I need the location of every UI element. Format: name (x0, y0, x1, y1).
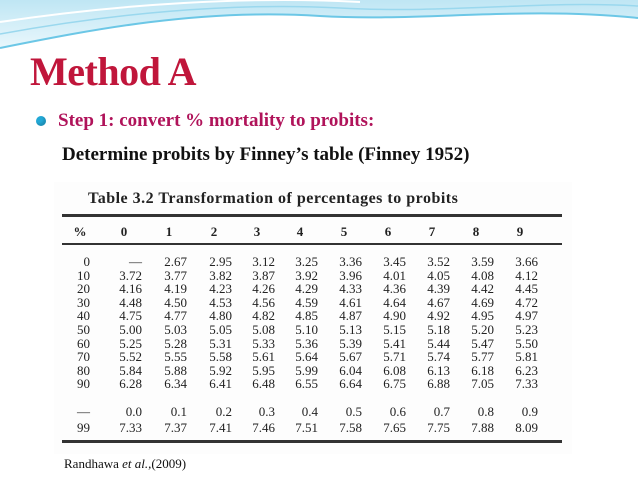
table-cell: 7.65 (383, 420, 406, 435)
table-cell: 20 (77, 281, 90, 297)
table-cell: 4.16 (119, 281, 142, 297)
table-cell: 5.71 (383, 349, 406, 365)
table-cell: 4.42 (471, 281, 494, 297)
table-cell: 4.85 (295, 308, 318, 324)
table-subheader-cell: 0.9 (521, 404, 538, 419)
table-cell: 4.72 (515, 294, 538, 310)
table-cell: 4.48 (119, 294, 142, 310)
table-cell: 4.12 (515, 267, 538, 283)
table-cell: 4.26 (252, 281, 275, 297)
table-cell: 30 (77, 294, 90, 310)
table-cell: 5.61 (252, 349, 275, 365)
table-cell: 5.13 (339, 322, 362, 337)
table-cell: 4.39 (427, 281, 450, 297)
table-cell: 7.33 (515, 376, 538, 392)
table-cell: 5.88 (164, 362, 187, 378)
citation-year: (2009) (151, 456, 187, 471)
table-cell: 3.77 (164, 267, 187, 283)
table-cell: 6.64 (339, 376, 362, 392)
table-cell: 5.41 (383, 335, 406, 351)
table-cell: 5.05 (209, 322, 232, 337)
table-header-cell: 1 (165, 224, 173, 239)
table-cell: 3.92 (295, 267, 318, 283)
table-cell: 4.01 (383, 267, 406, 283)
table-subheader-cell: 0.5 (345, 404, 362, 419)
table-cell: 7.46 (252, 420, 275, 435)
table-subheader-cell: 0.1 (170, 404, 187, 419)
table-cell: 90 (77, 376, 90, 392)
table-cell: 5.95 (252, 362, 275, 378)
table-cell: 4.56 (252, 294, 275, 310)
table-cell: — (129, 254, 142, 269)
table-cell: 5.25 (119, 335, 142, 351)
table-cell: 6.13 (427, 362, 450, 378)
table-cell: 3.45 (383, 254, 406, 269)
table-cell: 4.97 (515, 308, 538, 324)
table-cell: 5.44 (427, 335, 450, 351)
citation-author: Randhawa (64, 456, 119, 471)
table-cell: 4.08 (471, 267, 494, 283)
table-cell: 7.88 (471, 420, 494, 435)
table-cell: 3.25 (295, 254, 318, 269)
table-cell: 7.41 (209, 420, 232, 435)
table-cell: 5.08 (252, 322, 275, 337)
table-cell: 5.00 (119, 322, 142, 337)
table-cell: 80 (77, 362, 90, 378)
table-header-cell: 8 (472, 224, 480, 239)
slide-title: Method A (30, 49, 196, 94)
table-cell: 5.52 (119, 349, 142, 365)
table-cell: 5.74 (427, 349, 450, 365)
table-header-cell: 0 (120, 224, 128, 239)
table-cell: 4.95 (471, 308, 494, 324)
table-cell: 5.15 (383, 322, 406, 337)
table-cell: 8.09 (515, 420, 538, 435)
table-cell: 7.33 (119, 420, 142, 435)
table-cell: 4.67 (427, 294, 450, 310)
table-cell: 10 (77, 267, 90, 283)
table-cell: 3.36 (339, 254, 362, 269)
table-header-cell: 6 (384, 224, 392, 239)
table-cell: 4.59 (295, 294, 318, 310)
table-cell: 4.19 (164, 281, 187, 297)
table-cell: 6.23 (515, 362, 538, 378)
table-cell: 70 (77, 349, 90, 365)
table-cell: 4.80 (209, 308, 232, 324)
table-caption: Table 3.2 Transformation of percentages to probits (88, 190, 459, 207)
table-cell: 2.67 (164, 254, 187, 269)
table-header-cell: 3 (253, 224, 261, 239)
table-header-cell: 5 (340, 224, 348, 239)
table-cell: 3.87 (252, 267, 275, 283)
table-cell: 5.18 (427, 322, 450, 337)
table-subheader-cell: 0.7 (433, 404, 450, 419)
probit-table-image (54, 182, 572, 454)
table-subheader-cell: 0.2 (215, 404, 232, 419)
table-cell: 5.92 (209, 362, 232, 378)
table-subheader-cell: 0.0 (125, 404, 142, 419)
table-cell: 4.36 (383, 281, 406, 297)
table-cell: 50 (77, 322, 90, 337)
table-cell: 6.48 (252, 376, 275, 392)
table-cell: 4.75 (119, 308, 142, 324)
table-cell: 4.33 (339, 281, 362, 297)
table-cell: 4.69 (471, 294, 494, 310)
citation-etal: et al., (122, 456, 152, 471)
bullet-icon (36, 116, 46, 126)
table-cell: 7.51 (295, 420, 318, 435)
table-cell: 5.20 (471, 322, 494, 337)
table-cell: 4.87 (339, 308, 362, 324)
table-header-cell: 4 (296, 224, 304, 239)
table-cell: 3.66 (515, 254, 538, 269)
table-cell: 5.50 (515, 335, 538, 351)
table-cell: 6.04 (339, 362, 362, 378)
table-cell: 4.64 (383, 294, 406, 310)
table-cell: 99 (77, 420, 90, 435)
table-cell: 4.77 (164, 308, 187, 324)
table-rule-header (62, 243, 562, 245)
table-cell: 3.72 (119, 267, 142, 283)
table-cell: 5.47 (471, 335, 494, 351)
table-cell: 4.82 (252, 308, 275, 324)
table-cell: 6.41 (209, 376, 232, 392)
table-rule-bottom (62, 440, 562, 443)
table-cell: 4.90 (383, 308, 406, 324)
table-cell: 3.82 (209, 267, 232, 283)
table-cell: 5.39 (339, 335, 362, 351)
table-cell: 7.75 (427, 420, 450, 435)
table-cell: 6.75 (383, 376, 406, 392)
table-cell: 5.23 (515, 322, 538, 337)
table-cell: 40 (77, 308, 90, 324)
table-cell: 6.55 (295, 376, 318, 392)
table-cell: 5.36 (295, 335, 318, 351)
table-cell: 5.33 (252, 335, 275, 351)
table-cell: 5.03 (164, 322, 187, 337)
bullet-text: Step 1: convert % mortality to probits: (58, 110, 375, 131)
table-cell: 6.08 (383, 362, 406, 378)
subtext: Determine probits by Finney’s table (Finney 1952) (62, 144, 470, 165)
table-cell: 5.10 (295, 322, 318, 337)
table-cell: 5.67 (339, 349, 362, 365)
table-cell: 5.84 (119, 362, 142, 378)
table-cell: 5.55 (164, 349, 187, 365)
table-cell: 6.28 (119, 376, 142, 392)
table-subheader-cell: 0.8 (477, 404, 494, 419)
table-cell: 0 (83, 254, 90, 269)
table-cell: 4.53 (209, 294, 232, 310)
table-rule-top (62, 214, 562, 217)
table-cell: 3.52 (427, 254, 450, 269)
table-header-cell: 7 (428, 224, 436, 239)
table-cell: 4.50 (164, 294, 187, 310)
table-cell: 4.05 (427, 267, 450, 283)
table-cell: 4.29 (295, 281, 318, 297)
table-cell: 3.96 (339, 267, 362, 283)
table-cell: 7.37 (164, 420, 187, 435)
citation (64, 456, 186, 472)
table-cell: 4.92 (427, 308, 450, 324)
table-header-cell: 2 (210, 224, 218, 239)
table-cell: 5.58 (209, 349, 232, 365)
table-cell: 7.58 (339, 420, 362, 435)
table-cell: 60 (77, 335, 90, 351)
table-cell: 6.34 (164, 376, 187, 392)
table-cell: 4.23 (209, 281, 232, 297)
table-header-cell: 9 (516, 224, 524, 239)
table-cell: 5.31 (209, 335, 232, 351)
table-cell: 6.18 (471, 362, 494, 378)
table-cell: 4.45 (515, 281, 538, 297)
bullet-item (36, 110, 374, 132)
table-subheader-cell: 0.4 (301, 404, 318, 419)
table-cell: 2.95 (209, 254, 232, 269)
table-cell: 5.81 (515, 349, 538, 365)
table-subheader-cell: 0.3 (258, 404, 275, 419)
table-subheader-cell: — (77, 404, 90, 419)
table-cell: 5.77 (471, 349, 494, 365)
table-cell: 5.28 (164, 335, 187, 351)
table-header-cell: % (73, 224, 87, 239)
table-cell: 5.99 (295, 362, 318, 378)
table-cell: 4.61 (339, 294, 362, 310)
table-cell: 5.64 (295, 349, 318, 365)
table-cell: 3.12 (252, 254, 275, 269)
table-cell: 7.05 (471, 376, 494, 392)
table-cell: 6.88 (427, 376, 450, 392)
table-subheader-cell: 0.6 (389, 404, 406, 419)
table-cell: 3.59 (471, 254, 494, 269)
